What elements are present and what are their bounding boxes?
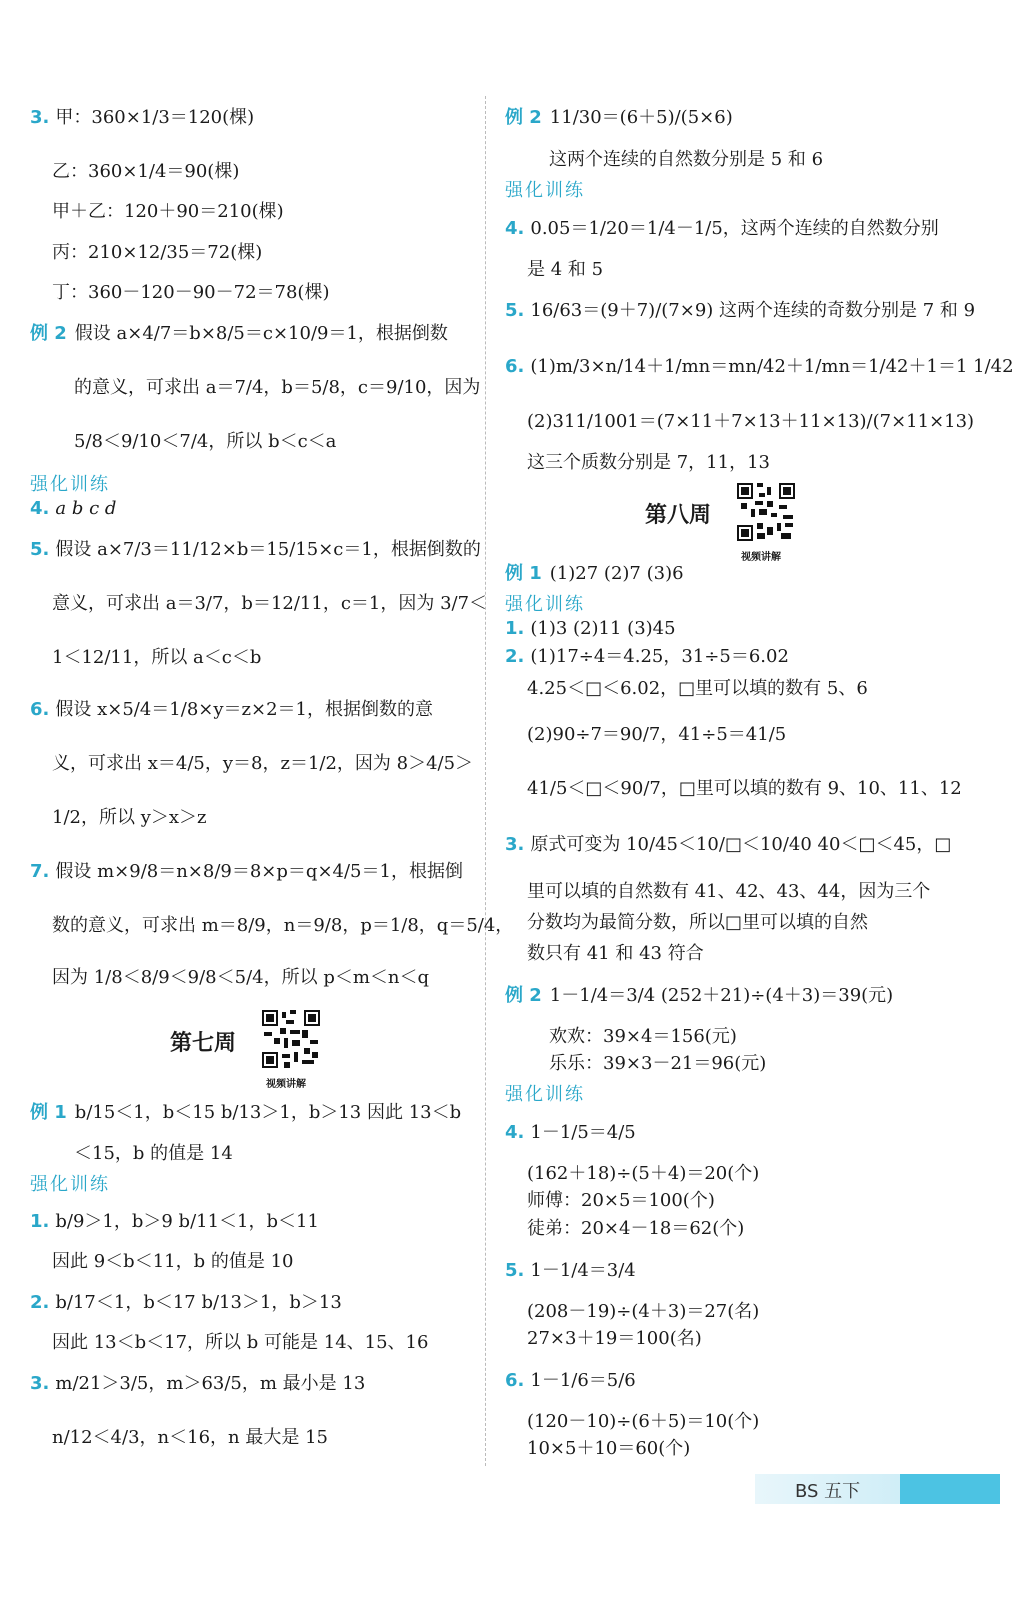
answer-3b-line-1: 3. m/21＞3/5，m＞63/5，m 最小是 13 (30, 1373, 366, 1394)
answer-6-line-1: 6. 假设 x×5/4＝1/8×y＝z×2＝1，根据倒数的意 (30, 699, 433, 720)
answer-3-line-4: 丙：210×12/35＝72(棵) (52, 242, 263, 263)
answer-4: 4. a b c d (30, 498, 117, 519)
answer-5-line-3: 1＜12/11，所以 a＜c＜b (52, 647, 262, 668)
footer-label: BS 五下 (795, 1481, 861, 1502)
answer-4-line-1: 4. 0.05＝1/20＝1/4－1/5，这两个连续的自然数分别 (505, 218, 939, 239)
answer-2-line-1: 2. b/17＜1，b＜17 b/13＞1，b＞13 (30, 1292, 342, 1313)
video-caption: 视频讲解 (266, 1079, 306, 1090)
example-1: 例 1 (1)27 (2)7 (3)6 (505, 563, 684, 584)
footer-tag (900, 1474, 1000, 1504)
answer-6-line-1: 6. (1)m/3×n/14＋1/mn＝mn/42＋1/mn＝1/42＋1＝1 1/42 (505, 356, 1014, 377)
answer-7-line-3: 因为 1/8＜8/9＜9/8＜5/4，所以 p＜m＜n＜q (52, 967, 430, 988)
answer-2-line-3: (2)90÷7＝90/7，41÷5＝41/5 (527, 724, 787, 745)
answer-5b-line-3: 27×3＋19＝100(名) (527, 1328, 702, 1349)
answer-3-line-1: 3. 原式可变为 10/45＜10/□＜10/40 40＜□＜45，□ (505, 834, 952, 855)
answer-3-line-2: 里可以填的自然数有 41、42、43、44，因为三个 (527, 881, 931, 902)
answer-3-line-4: 数只有 41 和 43 符合 (527, 943, 704, 964)
section-heading: 强化训练 (30, 474, 110, 495)
answer-4b-line-4: 徒弟：20×4－18＝62(个) (527, 1218, 745, 1239)
answer-3-line-5: 丁：360－120－90－72＝78(棵) (52, 282, 330, 303)
answer-5-line-1: 5. 假设 a×7/3＝11/12×b＝15/15×c＝1，根据倒数的 (30, 539, 481, 560)
week-8-title: 第八周 (645, 503, 712, 528)
example-1-line-2: ＜15，b 的值是 14 (74, 1143, 233, 1164)
example-2b-line-2: 欢欢：39×4＝156(元) (549, 1026, 737, 1047)
answer-2-line-4: 41/5＜□＜90/7，□里可以填的数有 9、10、11、12 (527, 778, 962, 799)
answer-2-line-2: 4.25＜□＜6.02，□里可以填的数有 5、6 (527, 678, 868, 699)
answer-5-line-2: 意义，可求出 a＝3/7，b＝12/11，c＝1，因为 3/7＜ (52, 593, 488, 614)
example-2-line-1: 例 2 假设 a×4/7＝b×8/5＝c×10/9＝1，根据倒数 (30, 323, 448, 344)
answer-1-line-1: 1. b/9＞1，b＞9 b/11＜1，b＜11 (30, 1211, 319, 1232)
section-heading: 强化训练 (505, 594, 585, 615)
answer-5b-line-1: 5. 1－1/4＝3/4 (505, 1260, 636, 1281)
qr-code-icon[interactable] (262, 1010, 320, 1068)
page-footer (755, 1474, 1000, 1504)
qr-code-icon[interactable] (737, 483, 795, 541)
answer-4b-line-2: (162＋18)÷(5＋4)＝20(个) (527, 1163, 760, 1184)
answer-1: 1. (1)3 (2)11 (3)45 (505, 618, 676, 639)
answer-6-line-3: 1/2，所以 y＞x＞z (52, 807, 207, 828)
week-7-title: 第七周 (170, 1031, 237, 1056)
answer-7-line-1: 7. 假设 m×9/8＝n×8/9＝8×p＝q×4/5＝1，根据倒 (30, 861, 463, 882)
answer-4-line-2: 是 4 和 5 (527, 259, 604, 280)
example-2-line-1: 例 2 11/30＝(6＋5)/(5×6) (505, 107, 733, 128)
answer-6b-line-3: 10×5＋10＝60(个) (527, 1438, 691, 1459)
answer-7-line-2: 数的意义，可求出 m＝8/9，n＝9/8，p＝1/8，q＝5/4， (52, 915, 514, 936)
answer-4b-line-1: 4. 1－1/5＝4/5 (505, 1122, 636, 1143)
section-heading: 强化训练 (30, 1174, 110, 1195)
example-2-line-2: 这两个连续的自然数分别是 5 和 6 (549, 149, 824, 170)
video-caption: 视频讲解 (741, 552, 781, 563)
answer-3b-line-2: n/12＜4/3，n＜16，n 最大是 15 (52, 1427, 328, 1448)
answer-5: 5. 16/63＝(9＋7)/(7×9) 这两个连续的奇数分别是 7 和 9 (505, 300, 976, 321)
answer-6-line-3: 这三个质数分别是 7，11，13 (527, 452, 770, 473)
example-2b-line-3: 乐乐：39×3－21＝96(元) (549, 1053, 767, 1074)
answer-6b-line-1: 6. 1－1/6＝5/6 (505, 1370, 636, 1391)
section-heading: 强化训练 (505, 1084, 585, 1105)
answer-1-line-2: 因此 9＜b＜11，b 的值是 10 (52, 1251, 294, 1272)
answer-3-line-1: 3. 甲：360×1/3＝120(棵) (30, 107, 255, 128)
answer-6-line-2: 义，可求出 x＝4/5，y＝8，z＝1/2，因为 8＞4/5＞ (52, 753, 474, 774)
answer-4b-line-3: 师傅：20×5＝100(个) (527, 1190, 715, 1211)
answer-2-line-2: 因此 13＜b＜17，所以 b 可能是 14、15、16 (52, 1332, 429, 1353)
answer-3-line-3: 甲＋乙：120＋90＝210(棵) (52, 201, 284, 222)
answer-5b-line-2: (208－19)÷(4＋3)＝27(名) (527, 1301, 760, 1322)
answer-6-line-2: (2)311/1001＝(7×11＋7×13＋11×13)/(7×11×13) (527, 411, 975, 432)
example-1-line-1: 例 1 b/15＜1，b＜15 b/13＞1，b＞13 因此 13＜b (30, 1102, 462, 1123)
column-divider (485, 96, 486, 1466)
example-2b-line-1: 例 2 1－1/4＝3/4 (252＋21)÷(4＋3)＝39(元) (505, 985, 894, 1006)
section-heading: 强化训练 (505, 180, 585, 201)
example-2-line-3: 5/8＜9/10＜7/4，所以 b＜c＜a (74, 431, 337, 452)
answer-3-line-2: 乙：360×1/4＝90(棵) (52, 161, 240, 182)
example-2-line-2: 的意义，可求出 a＝7/4，b＝5/8，c＝9/10，因为 (74, 377, 481, 398)
answer-2-line-1: 2. (1)17÷4＝4.25，31÷5＝6.02 (505, 646, 789, 667)
answer-3-line-3: 分数均为最简分数，所以□里可以填的自然 (527, 912, 869, 933)
answer-6b-line-2: (120－10)÷(6＋5)＝10(个) (527, 1411, 760, 1432)
